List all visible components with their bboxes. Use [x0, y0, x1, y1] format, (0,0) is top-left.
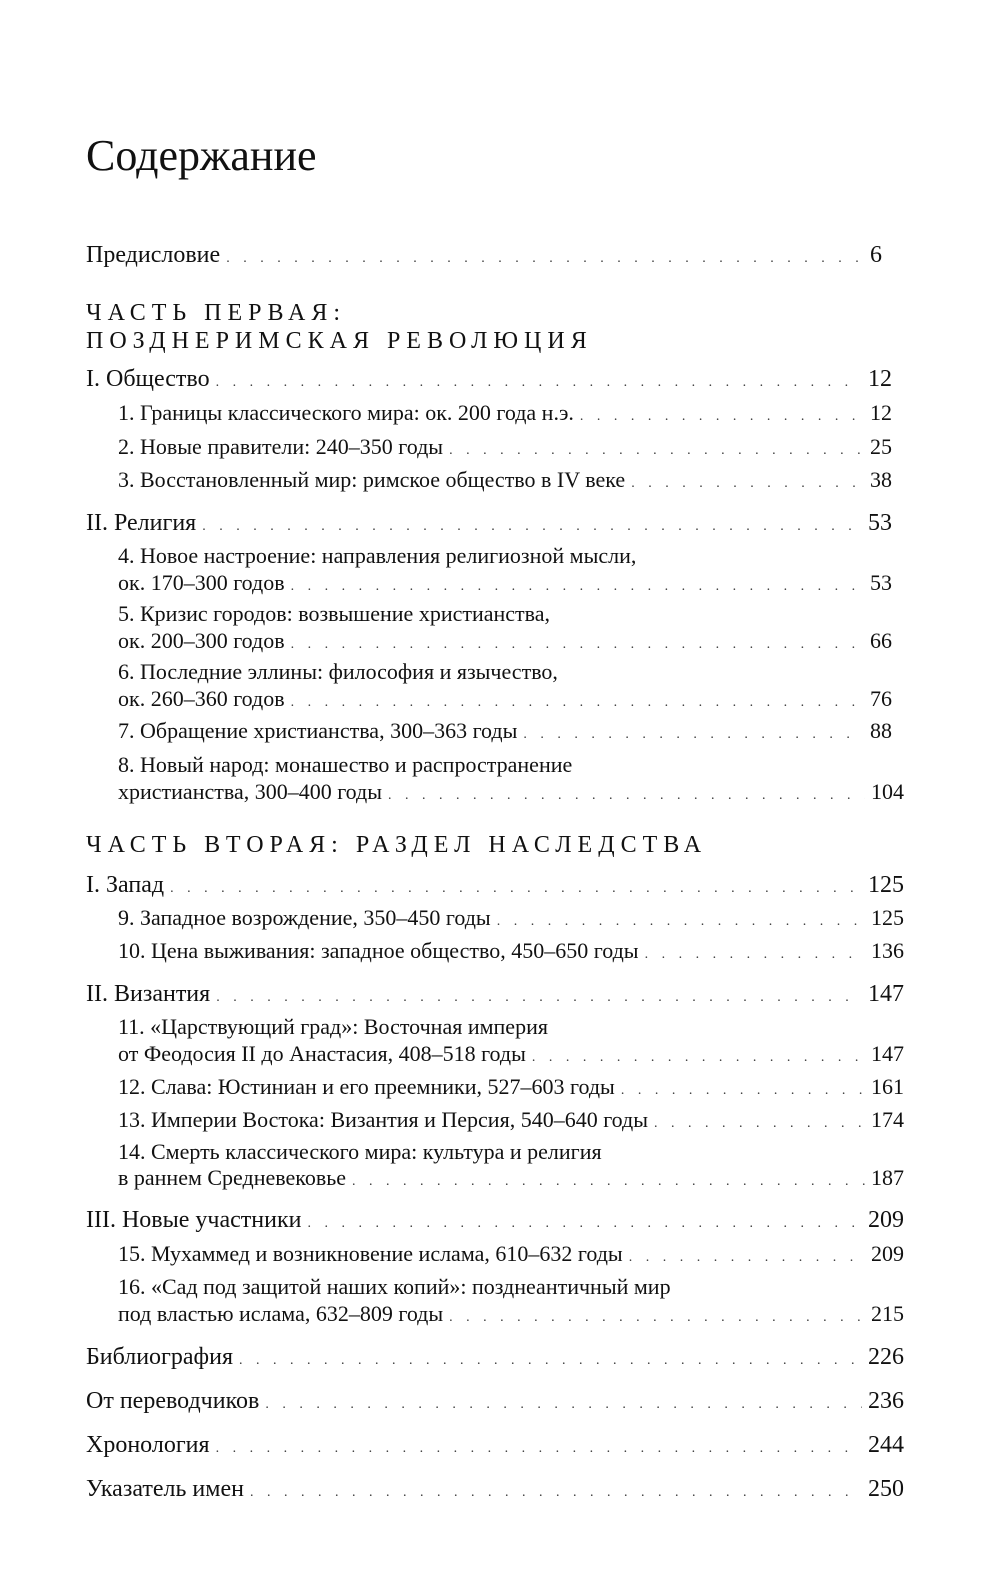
toc-entry-preface[interactable]: [86, 242, 882, 269]
dot-leader: [291, 695, 864, 711]
dot-leader: [216, 1441, 862, 1457]
entry-label-line2: ок. 260–360 годов: [118, 686, 285, 711]
toc-entry-bibliography[interactable]: [86, 1344, 904, 1371]
entry-label: 7. Обращение христианства, 300–363 годы: [118, 718, 518, 743]
entry-label-line1: 6. Последние эллины: философия и язычество,: [118, 659, 558, 684]
toc-entry-chapter[interactable]: [118, 628, 892, 654]
toc-entry-section[interactable]: [86, 1207, 904, 1234]
entry-page: 125: [871, 905, 904, 930]
entry-page: 226: [868, 1344, 904, 1370]
entry-page: 174: [871, 1107, 904, 1132]
toc-entry-section[interactable]: [86, 981, 904, 1008]
entry-label-line2: от Феодосия II до Анастасия, 408–518 годы: [118, 1041, 526, 1066]
entry-page: 161: [871, 1074, 904, 1099]
entry-page: 250: [868, 1476, 904, 1502]
toc-entry-chapter[interactable]: [118, 400, 892, 426]
entry-label: Предисловие: [86, 242, 221, 268]
entry-page: 6: [870, 242, 882, 268]
entry-page: 209: [871, 1241, 904, 1266]
dot-leader: [645, 947, 865, 963]
entry-label: II. Религия: [86, 510, 197, 536]
entry-label: 12. Слава: Юстиниан и его преемники, 527–603 годы: [118, 1074, 615, 1099]
toc-entry-chapter[interactable]: [118, 1241, 904, 1267]
toc-entry-chapter[interactable]: [118, 718, 892, 744]
entry-label: Библиография: [86, 1344, 233, 1370]
toc-entry-chapter[interactable]: [118, 1074, 904, 1100]
dot-leader: [250, 1485, 862, 1501]
dot-leader: [239, 1353, 862, 1369]
entry-page: 147: [871, 1041, 904, 1066]
entry-page: 147: [868, 981, 904, 1007]
entry-page: 38: [870, 467, 892, 492]
entry-label: 1. Границы классического мира: ок. 200 года н.э.: [118, 400, 574, 425]
toc-entry-chapter[interactable]: [118, 434, 892, 460]
entry-label-line2: под властью ислама, 632–809 годы: [118, 1301, 444, 1326]
entry-label-line1: 11. «Царствующий град»: Восточная империя: [118, 1014, 548, 1039]
entry-label: 2. Новые правители: 240–350 годы: [118, 434, 444, 459]
dot-leader: [202, 519, 862, 535]
dot-leader: [226, 251, 864, 267]
entry-label: 13. Империи Востока: Византия и Персия, 540–640 годы: [118, 1107, 649, 1132]
part1-heading-line2: ПОЗДНЕРИМСКАЯ РЕВОЛЮЦИЯ: [86, 328, 593, 354]
dot-leader: [629, 1250, 865, 1266]
toc-entry-chapter[interactable]: [118, 686, 892, 712]
entry-page: 244: [868, 1432, 904, 1458]
entry-label: II. Византия: [86, 981, 211, 1007]
entry-label: 3. Восстановленный мир: римское общество в IV веке: [118, 467, 626, 492]
entry-label-line1: 4. Новое настроение: направления религиозной мысли,: [118, 543, 637, 568]
toc-entry-chapter[interactable]: [118, 905, 904, 931]
entry-label-line1: 8. Новый народ: монашество и распространение: [118, 752, 573, 777]
entry-page: 76: [870, 686, 892, 711]
dot-leader: [291, 637, 864, 653]
entry-page: 136: [871, 938, 904, 963]
entry-label: Хронология: [86, 1432, 210, 1458]
entry-label: III. Новые участники: [86, 1207, 302, 1233]
entry-label: 15. Мухаммед и возникновение ислама, 610–632 годы: [118, 1241, 623, 1266]
entry-label: 9. Западное возрождение, 350–450 годы: [118, 905, 491, 930]
toc-entry-section[interactable]: [86, 510, 892, 537]
toc-entry-section[interactable]: [86, 366, 892, 393]
dot-leader: [388, 788, 865, 804]
entry-page: 125: [868, 872, 904, 898]
entry-label: I. Общество: [86, 366, 210, 392]
entry-label-line2: христианства, 300–400 годы: [118, 779, 383, 804]
entry-page: 53: [868, 510, 892, 536]
dot-leader: [654, 1116, 865, 1132]
dot-leader: [621, 1083, 865, 1099]
entry-page: 88: [870, 718, 892, 743]
part1-heading-line1: ЧАСТЬ ПЕРВАЯ:: [86, 300, 347, 326]
dot-leader: [216, 990, 862, 1006]
toc-entry-chapter[interactable]: [118, 1041, 904, 1067]
dot-leader: [532, 1050, 865, 1066]
toc-entry-translators[interactable]: [86, 1388, 904, 1415]
entry-page: 12: [868, 366, 892, 392]
entry-label-line2: в раннем Средневековье: [118, 1165, 347, 1190]
entry-label: Указатель имен: [86, 1476, 244, 1502]
entry-page: 104: [871, 779, 904, 804]
dot-leader: [497, 914, 865, 930]
entry-page: 187: [871, 1165, 904, 1190]
toc-entry-chapter[interactable]: [118, 938, 904, 964]
entry-page: 12: [870, 400, 892, 425]
dot-leader: [580, 409, 864, 425]
entry-label: 10. Цена выживания: западное общество, 450–650 годы: [118, 938, 639, 963]
toc-entry-chapter[interactable]: [118, 779, 904, 805]
entry-page: 66: [870, 628, 892, 653]
toc-entry-chronology[interactable]: [86, 1432, 904, 1459]
dot-leader: [631, 476, 864, 492]
entry-page: 236: [868, 1388, 904, 1414]
entry-label-line1: 5. Кризис городов: возвышение христианства,: [118, 601, 551, 626]
entry-label: I. Запад: [86, 872, 165, 898]
dot-leader: [291, 579, 864, 595]
dot-leader: [170, 881, 862, 897]
dot-leader: [265, 1397, 862, 1413]
toc-entry-chapter[interactable]: [118, 1107, 904, 1133]
dot-leader: [449, 1310, 865, 1326]
dot-leader: [307, 1216, 862, 1232]
part2-heading: ЧАСТЬ ВТОРАЯ: РАЗДЕЛ НАСЛЕДСТВА: [86, 832, 708, 858]
entry-label-line2: ок. 200–300 годов: [118, 628, 285, 653]
toc-entry-chapter[interactable]: [118, 570, 892, 596]
dot-leader: [216, 375, 862, 391]
toc-entry-chapter[interactable]: [118, 1301, 904, 1327]
page-title: Содержание: [86, 131, 317, 180]
toc-entry-index[interactable]: [86, 1476, 904, 1503]
toc-entry-chapter[interactable]: [118, 467, 892, 493]
dot-leader: [352, 1174, 865, 1190]
entry-page: 25: [870, 434, 892, 459]
entry-label-line1: 16. «Сад под защитой наших копий»: позднеантичный мир: [118, 1274, 671, 1299]
dot-leader: [449, 443, 864, 459]
entry-label-line2: ок. 170–300 годов: [118, 570, 285, 595]
entry-page: 53: [870, 570, 892, 595]
entry-page: 215: [871, 1301, 904, 1326]
entry-label-line1: 14. Смерть классического мира: культура и религия: [118, 1139, 602, 1164]
toc-entry-section[interactable]: [86, 872, 904, 899]
entry-page: 209: [868, 1207, 904, 1233]
toc-entry-chapter[interactable]: [118, 1165, 904, 1191]
dot-leader: [523, 727, 864, 743]
entry-label: От переводчиков: [86, 1388, 260, 1414]
